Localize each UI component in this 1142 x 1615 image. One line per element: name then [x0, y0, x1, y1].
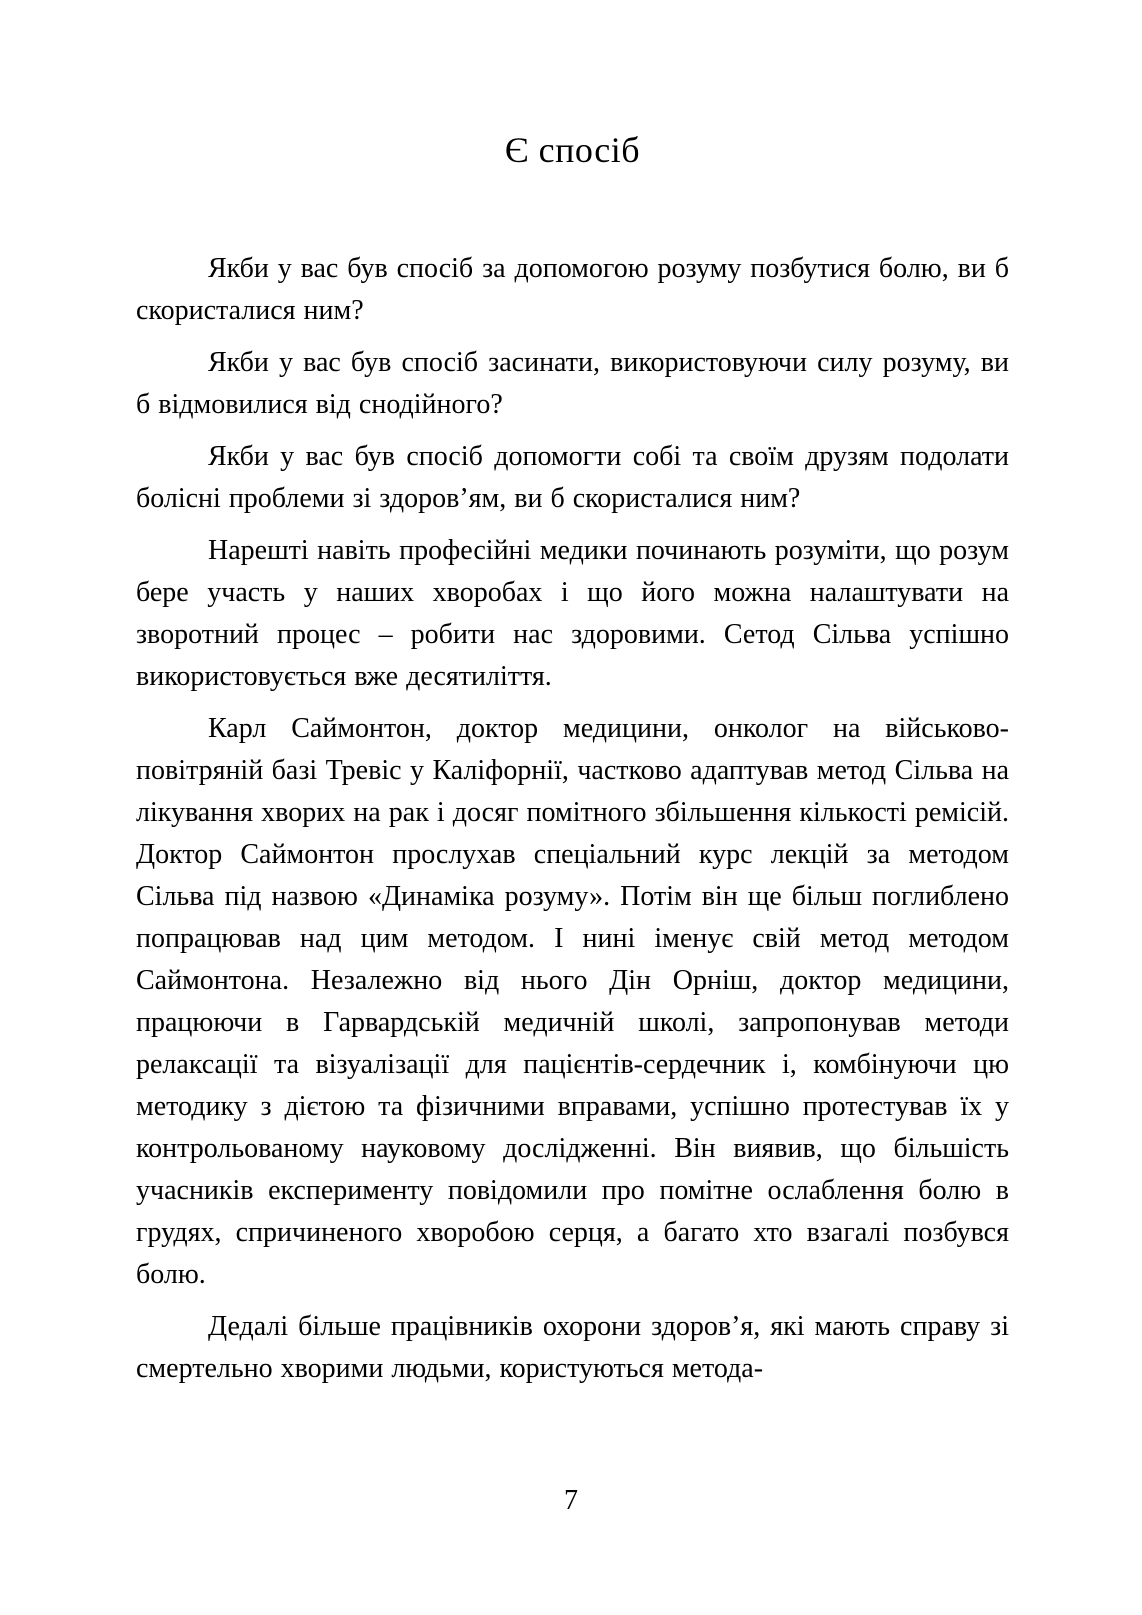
page-title: Є спосіб	[504, 130, 641, 170]
page-number: 7	[564, 1485, 578, 1516]
paragraph-1: Якби у вас був спосіб за допомогою розуму позбутися болю, ви б скористалися ним?	[136, 253, 1009, 326]
body-text	[136, 248, 1009, 1390]
paragraph-3: Якби у вас був спосіб допомогти собі та своїм друзям подолати болісні проблеми зі здоров’ям, ви б скористалися ним?	[136, 441, 1009, 514]
paragraph-4: Нарешті навіть професійні медики починають розуміти, що розум бере участь у наших хворобах і що його можна налаштувати на зворотний процес – робити нас здоровими. Сетод Сільва успішно використовується вже десятиліття.	[136, 535, 1009, 692]
paragraph-6: Дедалі більше працівників охорони здоров’я, які мають справу зі смертельно хворими людьми, користуються метода-	[136, 1311, 1009, 1384]
paragraph-2: Якби у вас був спосіб засинати, використовуючи силу розуму, ви б відмовилися від снодійного?	[136, 347, 1009, 420]
paragraph-5: Карл Саймонтон, доктор медицини, онколог на військово-повітряній базі Тревіс у Каліфорнії, частково адаптував метод Сільва на лікування хворих на рак і досяг помітного збільшення кількості ремісій. Доктор Саймонтон прослухав спеціальний курс лекцій за методом Сільва під назвою «Динаміка розуму». Потім він ще більш поглиблено попрацював над цим методом. І нині іменує свій метод методом Саймонтона. Незалежно від нього Дін Орніш, доктор медицини, працюючи в Гарвардській медичній школі, запропонував методи релаксації та візуалізації для пацієнтів-сердечник і, комбінуючи цю методику з дієтою та фізичними вправами, успішно протестував їх у контрольованому науковому дослідженні. Він виявив, що більшість учасників експерименту повідомили про помітне ослаблення болю в грудях, спричиненого хворобою серця, а багато хто взагалі позбувся болю.	[136, 713, 1009, 1290]
